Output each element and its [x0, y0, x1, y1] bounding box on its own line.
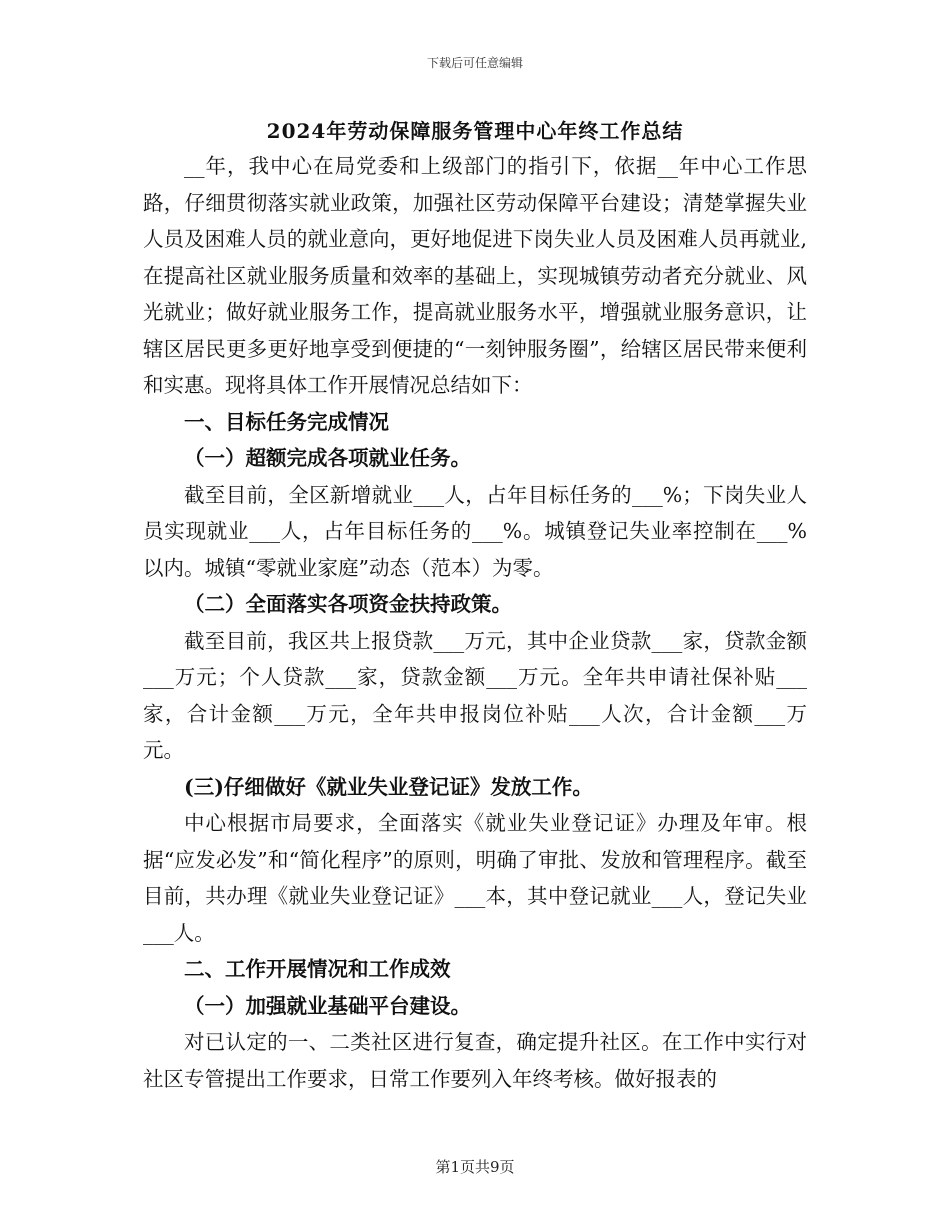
- paragraph-2-1: 对已认定的一、二类社区进行复查，确定提升社区。在工作中实行对社区专管提出工作要求，日常工作要列入年终考核。做好报表的: [143, 1030, 807, 1091]
- paragraph-1-3: 中心根据市局要求，全面落实《就业失业登记证》办理及年审。根据“应发必发”和“简化程序”的原则，明确了审批、发放和管理程序。截至目前，共办理《就业失业登记证》___本，其中登记就业___人，登记失业___人。: [143, 811, 807, 945]
- document-body: [143, 148, 807, 1097]
- subsection-heading-1-1: （一）超额完成各项就业任务。: [184, 446, 471, 470]
- paragraph-intro: __年，我中心在局党委和上级部门的指引下，依据__年中心工作思路，仔细贯彻落实就业政策，加强社区劳动保障平台建设；清楚掌握失业人员及困难人员的就业意向，更好地促进下岗失业人员及困难人员再就业,在提高社区就业服务质量和效率的基础上，实现城镇劳动者充分就业、风光就业；做好就业服务工作，提高就业服务水平，增强就业服务意识，让辖区居民更多更好地享受到便捷的“一刻钟服务圈”，给辖区居民带来便利和实惠。现将具体工作开展情况总结如下：: [143, 154, 807, 397]
- subsection-heading-1-3: (三)仔细做好《就业失业登记证》发放工作。: [184, 774, 593, 799]
- page-header: 下载后可任意编辑: [426, 56, 523, 70]
- document-title: 2024年劳动保障服务管理中心年终工作总结: [266, 119, 684, 143]
- paragraph-1-2: 截至目前，我区共上报贷款___万元，其中企业贷款___家，贷款金额___万元；个人贷款___家，贷款金额___万元。全年共申请社保补贴___家，合计金额___万元，全年共申报岗位补贴___人次，合计金额___万元。: [143, 628, 807, 762]
- subsection-heading-1-2: （二）全面落实各项资金扶持政策。: [184, 592, 512, 616]
- page-footer: 第1页共9页: [435, 1158, 515, 1176]
- subsection-heading-2-1: （一）加强就业基础平台建设。: [184, 993, 471, 1018]
- section-heading-2: 二、工作开展情况和工作成效: [184, 957, 451, 981]
- paragraph-1-1: 截至目前，全区新增就业___人，占年目标任务的___%；下岗失业人员实现就业___人，占年目标任务的___%。城镇登记失业率控制在___%以内。城镇“零就业家庭”动态（范本）为零。: [143, 482, 807, 580]
- section-heading-1: 一、目标任务完成情况: [184, 409, 389, 434]
